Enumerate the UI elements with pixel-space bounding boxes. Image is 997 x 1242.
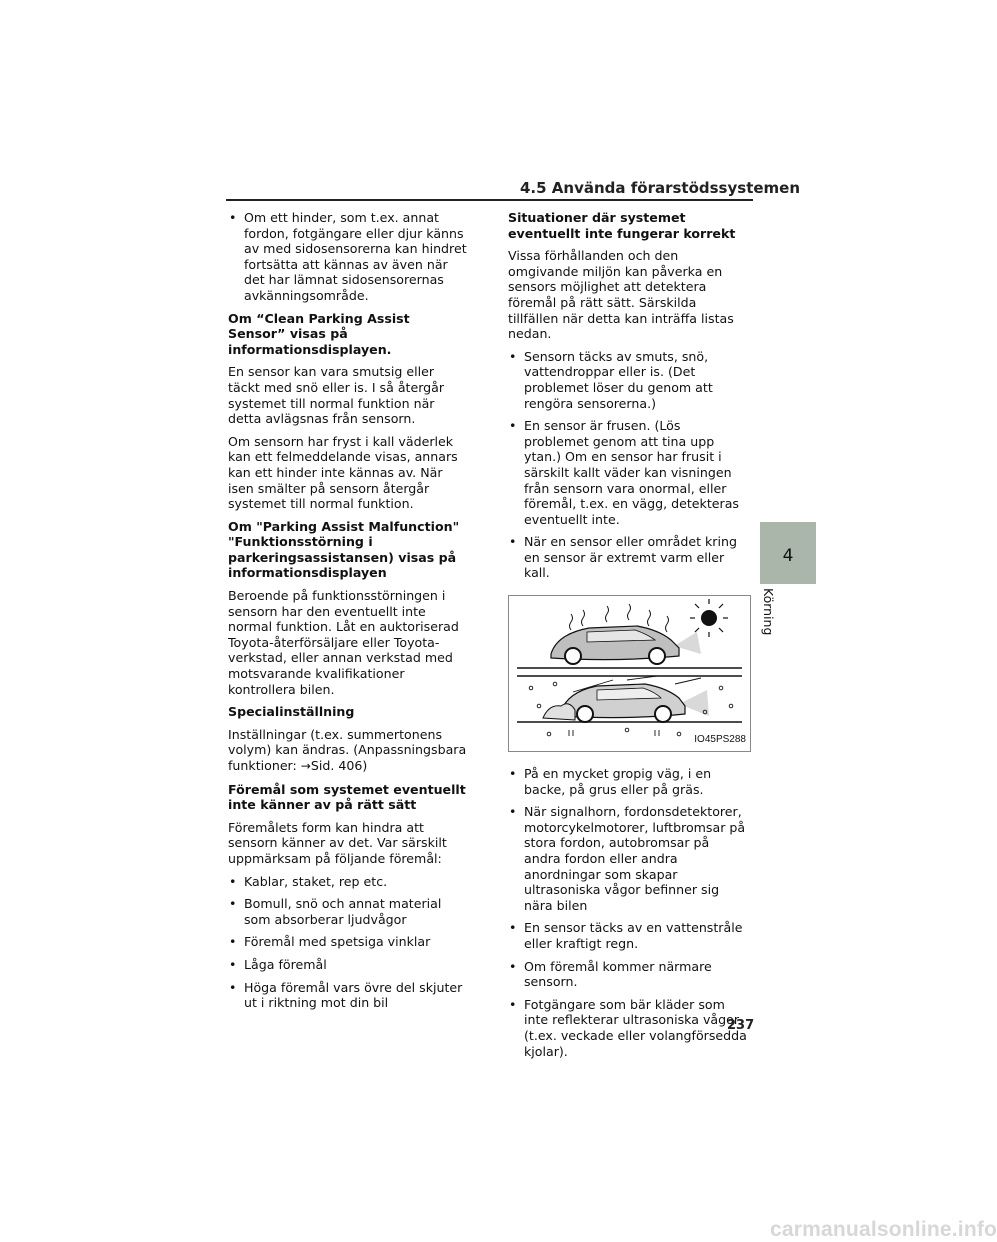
list-item: • Bomull, snö och annat material som absorberar ljudvågor xyxy=(228,896,468,927)
figure-code: IO45PS288 xyxy=(694,734,746,746)
list-item: • Föremål med spetsiga vinklar xyxy=(228,934,468,950)
snowy-weather-scene xyxy=(517,676,742,736)
watermark: carmanualsonline.info xyxy=(770,1218,997,1241)
page-number: 237 xyxy=(727,1018,755,1033)
chapter-tab xyxy=(760,522,816,584)
list-item: • En sensor är frusen. (Lös problemet genom att tina upp ytan.) Om en sensor har frusit i särskilt kallt väder kan visningen från sensorn vara onormal, eller föremål, t.ex. en vägg, detekteras eventuellt inte. xyxy=(508,418,748,527)
sensor-conditions-illustration xyxy=(508,595,751,752)
list-item: • En sensor täcks av en vattenstråle eller kraftigt regn. xyxy=(508,920,748,951)
paragraph-settings xyxy=(228,727,468,775)
paragraph: En sensor kan vara smutsig eller täckt med snö eller is. I så återgår systemet till normal funktion när detta avlägsnas från sensorn. xyxy=(228,364,445,427)
list-item: • När signalhorn, fordonsdetektorer, motorcykelmotorer, luftbromsar på stora fordon, autobromsar på andra fordon eller andra anordningar som skapar ultrasoniska vågor befinner sig nära bilen xyxy=(508,804,748,913)
paragraph: Beroende på funktionsstörningen i sensorn har den eventuellt inte normal funktion. Låt en auktoriserad Toyota-återförsäljare eller Toyota-verkstad, eller annan verkstad med motsvarande kvalifikationer kontrollera bilen. xyxy=(228,588,459,697)
chapter-label-container xyxy=(762,588,776,658)
list-item: • När en sensor eller området kring en sensor är extremt varm eller kall. xyxy=(508,534,748,581)
subheading-clean-sensor: Om “Clean Parking Assist Sensor” visas på informationsdisplayen. xyxy=(228,310,410,357)
subheading-special-setting: Specialinställning xyxy=(228,704,355,720)
list-item: • Sensorn täcks av smuts, snö, vattendroppar eller is. (Det problemet löser du genom att rengöra sensorerna.) xyxy=(508,349,748,411)
chapter-label: Körning xyxy=(761,588,776,636)
list-item: • Fotgängare som bär kläder som inte reflekterar ultrasoniska vågor (t.ex. veckade eller volangförsedda kjolar). xyxy=(508,997,748,1059)
paragraph: Vissa förhållanden och den omgivande miljön kan påverka en sensors möjlighet att detektera föremål på rätt sätt. Särskilda tillfällen när detta kan inträffa listas nedan. xyxy=(508,248,734,342)
section-title: 4.5 Använda förarstödssystemen xyxy=(520,179,801,197)
paragraph: Föremålets form kan hindra att sensorn känner av det. Var särskilt uppmärksam på följande föremål: xyxy=(228,819,447,866)
arrow-icon: → xyxy=(300,759,311,773)
subheading-malfunction-situations: Situationer där systemet eventuellt inte fungerar korrekt xyxy=(508,210,736,241)
left-column xyxy=(228,210,468,1018)
subheading-undetected-objects: Föremål som systemet eventuellt inte känner av på rätt sätt xyxy=(228,781,466,813)
header-divider xyxy=(226,199,753,201)
list-item: • Om ett hinder, som t.ex. annat fordon, fotgängare eller djur känns av med sidosensorerna kan hindret fortsätta att kännas av även när det har lämnat sidosensorernas avkänningsområde. xyxy=(228,210,468,304)
hot-weather-scene xyxy=(517,599,742,668)
list-item: • Höga föremål vars övre del skjuter ut i riktning mot din bil xyxy=(228,980,468,1011)
paragraph: Om sensorn har fryst i kall väderlek kan ett felmeddelande visas, annars kan ett hinder inte kännas av. När isen smälter på sensorn återgår systemet till normal funktion. xyxy=(228,433,458,512)
list-item: • Om föremål kommer närmare sensorn. xyxy=(508,959,748,990)
list-item: • Låga föremål xyxy=(228,957,468,973)
page-reference-link[interactable]: Sid. 406) xyxy=(310,758,368,773)
settings-text: Inställningar (t.ex. summertonens volym) kan ändras. (Anpassningsbara funktioner: xyxy=(228,726,467,773)
list-item: • Kablar, staket, rep etc. xyxy=(228,874,468,890)
right-column xyxy=(508,210,748,1066)
car-heat-snow-illustration xyxy=(509,596,750,751)
chapter-number: 4 xyxy=(782,546,794,566)
list-item: • På en mycket gropig väg, i en backe, på grus eller på gräs. xyxy=(508,766,748,797)
subheading-malfunction: Om "Parking Assist Malfunction" "Funktionsstörning i parkeringsassistansen) visas på informationsdisplayen xyxy=(228,518,460,581)
